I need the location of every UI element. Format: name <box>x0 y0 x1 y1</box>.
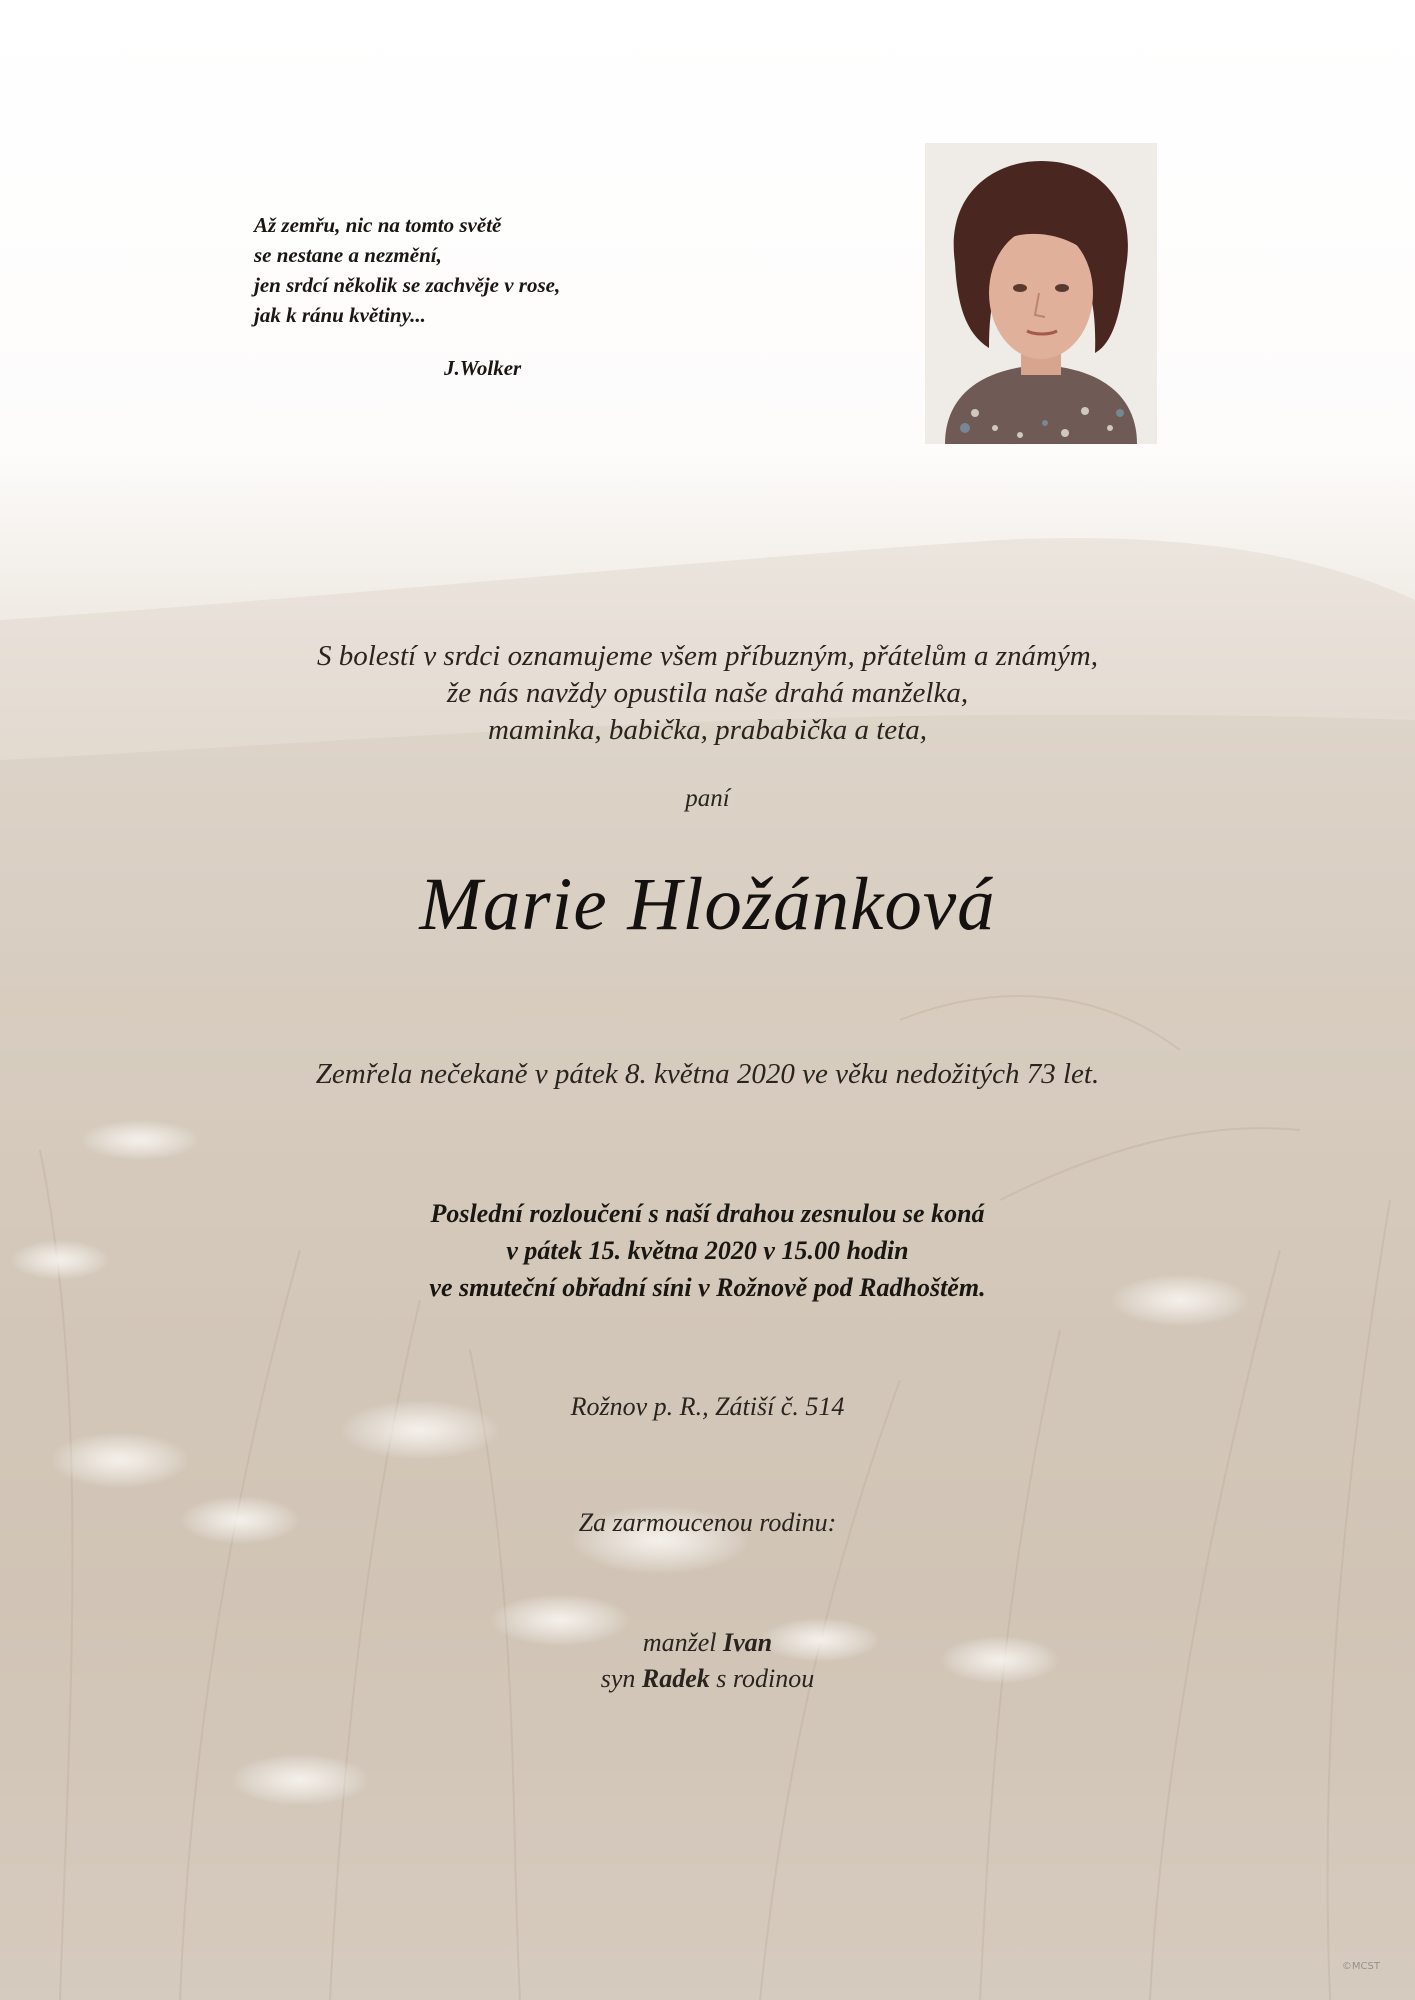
family-member-name: Radek <box>641 1664 710 1693</box>
family-member-name: Ivan <box>723 1628 773 1657</box>
funeral-line: v pátek 15. května 2020 v 15.00 hodin <box>506 1236 909 1265</box>
family-member <box>0 1625 1415 1661</box>
deceased-name: Marie Hložánková <box>419 863 996 946</box>
quote-line: se nestane a nezmění, <box>254 243 442 267</box>
poem-quote <box>254 210 674 330</box>
announcement-line: S bolestí v srdci oznamujeme všem příbuzným, přátelům a známým, <box>316 640 1099 672</box>
quote-line: jak k ránu květiny... <box>254 303 426 327</box>
family-members <box>0 1625 1415 1697</box>
portrait-illustration <box>925 143 1157 444</box>
announcement-text <box>0 638 1415 749</box>
quote-line: Až zemřu, nic na tomto světě <box>254 213 502 237</box>
family-member <box>0 1661 1415 1697</box>
funeral-line: ve smuteční obřadní síni v Rožnově pod Radhoštěm. <box>429 1273 986 1302</box>
family-address: Rožnov p. R., Zátiší č. 514 <box>570 1392 845 1421</box>
family-label: Za zarmoucenou rodinu: <box>578 1508 837 1537</box>
funeral-line: Poslední rozloučení s naší drahou zesnulou se koná <box>430 1199 985 1228</box>
quote-line: jen srdcí několik se zachvěje v rose, <box>254 273 561 297</box>
honorific: paní <box>685 785 730 812</box>
quote-author: J.Wolker <box>444 356 522 380</box>
family-relation: manžel <box>642 1628 717 1657</box>
funeral-details <box>0 1195 1415 1306</box>
family-suffix: s rodinou <box>716 1664 815 1693</box>
family-relation: syn <box>600 1664 636 1693</box>
announcement-line: že nás navždy opustila naše drahá manželka, <box>446 677 969 709</box>
portrait-photo <box>925 143 1157 444</box>
watermark: ©MCST <box>1341 1961 1380 1972</box>
announcement-line: maminka, babička, prababička a teta, <box>488 714 927 746</box>
death-notice: Zemřela nečekaně v pátek 8. května 2020 ve věku nedožitých 73 let. <box>315 1058 1100 1090</box>
